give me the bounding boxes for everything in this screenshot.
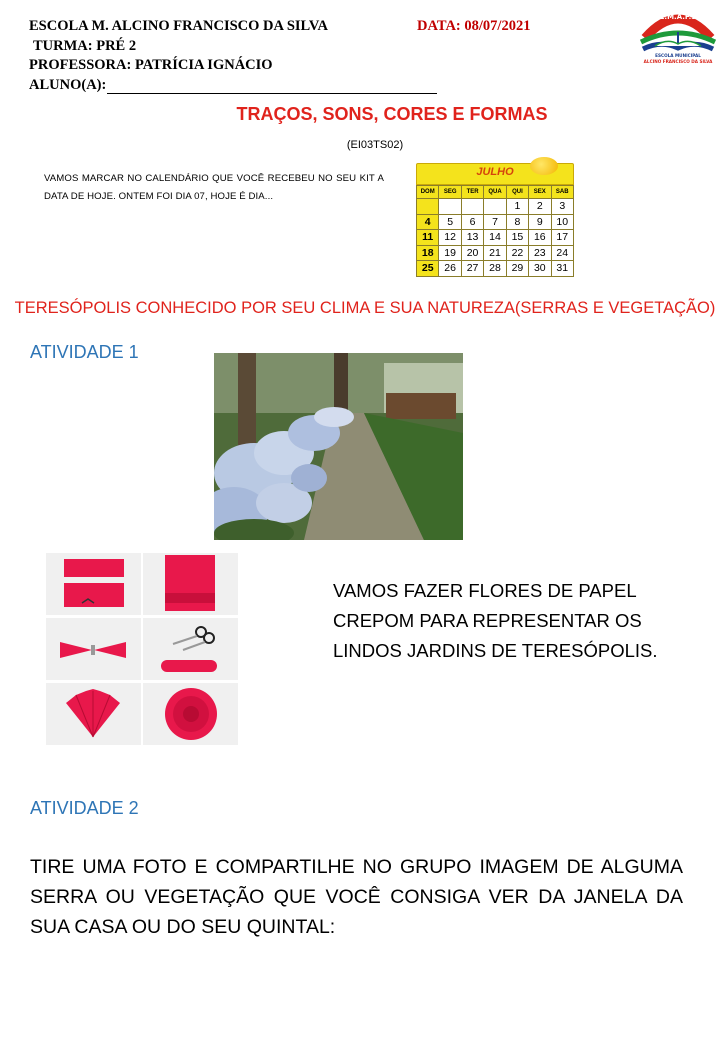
calendar-day: 12 xyxy=(439,230,461,246)
activity2-instruction: TIRE UMA FOTO E COMPARTILHE NO GRUPO IMAGEM DE ALGUMA SERRA OU VEGETAÇÃO QUE VOCÊ CONSIGA VER DA JANELA DA SUA CASA OU DO SEU QUINTAL: xyxy=(30,856,683,938)
calendar-day: 18 xyxy=(417,245,439,261)
calendar-day: 26 xyxy=(439,261,461,277)
date-label: DATA: 08/07/2021 xyxy=(417,18,531,34)
calendar-day: 11 xyxy=(417,230,439,246)
step4-image xyxy=(143,618,238,680)
calendar-week xyxy=(417,245,574,261)
calendar-day: 20 xyxy=(461,245,483,261)
calendar-day: 10 xyxy=(551,214,573,230)
activity2-label: ATIVIDADE 2 xyxy=(30,798,139,818)
step2-image xyxy=(143,553,238,615)
logo-line2: ALCINO FRANCISCO DA SILVA xyxy=(643,59,713,64)
weekday: SEX xyxy=(529,186,551,199)
step1-image xyxy=(46,553,141,615)
garden-path-photo xyxy=(214,353,463,540)
teacher-label: PROFESSORA: PATRÍCIA IGNÁCIO xyxy=(29,57,273,73)
student-field xyxy=(29,76,437,94)
calendar-day: 15 xyxy=(506,230,528,246)
calendar-day: 27 xyxy=(461,261,483,277)
calendar-day: 22 xyxy=(506,245,528,261)
page-title: TRAÇOS, SONS, CORES E FORMAS xyxy=(236,104,548,124)
calendar-day: 13 xyxy=(461,230,483,246)
calendar-day: 2 xyxy=(529,199,551,215)
calendar-day: 29 xyxy=(506,261,528,277)
calendar-week xyxy=(417,261,574,277)
calendar-day: 31 xyxy=(551,261,573,277)
step5-image xyxy=(46,683,141,745)
calendar-day: 8 xyxy=(506,214,528,230)
paper-flower-steps xyxy=(46,553,238,747)
calendar-week xyxy=(417,230,574,246)
calendar-instruction: VAMOS MARCAR NO CALENDÁRIO QUE VOCÊ RECEBEU NO SEU KIT A DATA DE HOJE. ONTEM FOI DIA 07, HOJE É DIA... xyxy=(44,173,384,202)
calendar-day: 23 xyxy=(529,245,551,261)
teresopolis-heading: TERESÓPOLIS CONHECIDO POR SEU CLIMA E SUA NATUREZA(SERRAS E VEGETAÇÃO) xyxy=(14,299,716,317)
calendar-day xyxy=(484,199,506,215)
calendar-day: 4 xyxy=(417,214,439,230)
calendar-day: 16 xyxy=(529,230,551,246)
calendar-day xyxy=(461,199,483,215)
calendar-day: 17 xyxy=(551,230,573,246)
calendar-week xyxy=(417,199,574,215)
step6-image xyxy=(143,683,238,745)
student-name-line xyxy=(107,80,437,94)
calendar-day: 19 xyxy=(439,245,461,261)
class-label: TURMA: PRÉ 2 xyxy=(33,38,137,54)
weekday: TER xyxy=(461,186,483,199)
calendar-grid xyxy=(416,185,574,277)
school-name: ESCOLA M. ALCINO FRANCISCO DA SILVA xyxy=(29,18,328,34)
calendar-day: 1 xyxy=(506,199,528,215)
weekday: SEG xyxy=(439,186,461,199)
calendar-week xyxy=(417,214,574,230)
calendar-day xyxy=(439,199,461,215)
weekday: QUI xyxy=(506,186,528,199)
calendar-day: 24 xyxy=(551,245,573,261)
calendar-day: 9 xyxy=(529,214,551,230)
calendar-day: 21 xyxy=(484,245,506,261)
school-logo xyxy=(637,2,719,66)
calendar-month: JULHO xyxy=(476,166,514,178)
weekday: QUA xyxy=(484,186,506,199)
student-label: ALUNO(A): xyxy=(29,77,107,93)
weekday: SAB xyxy=(551,186,573,199)
calendar-day: 5 xyxy=(439,214,461,230)
activity1-description: VAMOS FAZER FLORES DE PAPEL CREPOM PARA REPRESENTAR OS LINDOS JARDINS DE TERESÓPOLIS. xyxy=(333,580,658,662)
calendar-day: 14 xyxy=(484,230,506,246)
step3-image xyxy=(46,618,141,680)
logo-acronym: E.M.A.F.S xyxy=(659,13,697,21)
logo-line1: ESCOLA MUNICIPAL xyxy=(655,53,701,58)
weekday: DOM xyxy=(417,186,439,199)
calendar-day: 25 xyxy=(417,261,439,277)
calendar-day: 28 xyxy=(484,261,506,277)
calendar-day: 3 xyxy=(551,199,573,215)
activity1-label: ATIVIDADE 1 xyxy=(30,342,139,362)
calendar-day: 7 xyxy=(484,214,506,230)
bncc-code: (EI03TS02) xyxy=(346,139,404,151)
july-calendar xyxy=(416,163,574,279)
calendar-day: 30 xyxy=(529,261,551,277)
calendar-weekdays xyxy=(417,186,574,199)
calendar-day: 6 xyxy=(461,214,483,230)
calendar-day xyxy=(417,199,439,215)
